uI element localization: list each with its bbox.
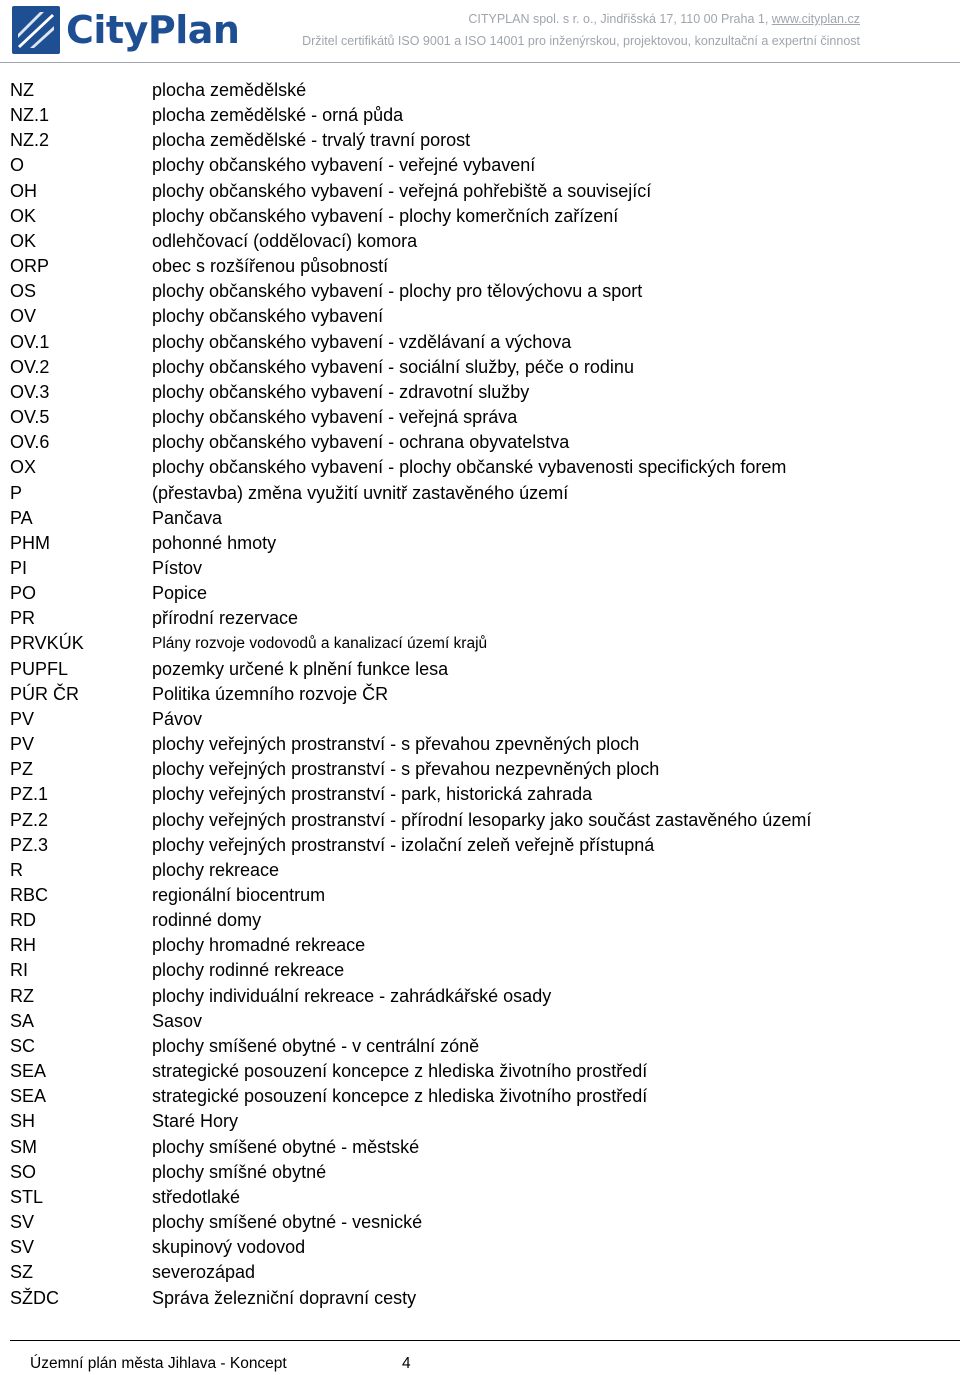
abbreviation: PRVKÚK [10, 633, 84, 654]
list-item [0, 153, 960, 178]
abbreviation: PV [10, 708, 35, 729]
list-item [0, 229, 960, 254]
list-item [0, 782, 960, 807]
list-item [0, 1210, 960, 1235]
list-item [0, 304, 960, 329]
cityplan-logo [12, 4, 239, 56]
definition: Politika územního rozvoje ČR [152, 683, 389, 704]
definition: regionální biocentrum [152, 885, 326, 905]
abbreviation: PÚR ČR [10, 683, 80, 704]
abbreviation: SO [10, 1161, 37, 1182]
list-item [0, 858, 960, 883]
list-item [0, 330, 960, 355]
definition: Staré Hory [152, 1111, 239, 1132]
abbreviation: R [10, 859, 23, 880]
list-item [0, 958, 960, 983]
abbreviation: RZ [10, 985, 34, 1006]
definition: pohonné hmoty [152, 532, 277, 553]
abbreviation: OK [10, 205, 37, 226]
list-item [0, 1185, 960, 1210]
abbreviation: PA [10, 507, 33, 528]
list-item [0, 355, 960, 380]
abbreviation: SEA [10, 1061, 47, 1082]
footer-title: Územní plán města Jihlava - Koncept [30, 1355, 287, 1372]
list-item [0, 1260, 960, 1285]
abbreviation: RH [10, 935, 36, 956]
list-item [0, 179, 960, 204]
abbreviation: OV.3 [10, 381, 50, 402]
abbreviation: OV.2 [10, 356, 50, 377]
list-item [0, 78, 960, 103]
abbreviation: PZ.1 [10, 784, 49, 805]
definition: plochy hromadné rekreace [152, 935, 366, 956]
list-item [0, 279, 960, 304]
abbreviation: SC [10, 1035, 36, 1056]
list-item [0, 1160, 960, 1185]
company-info [468, 12, 860, 26]
definition: Pančava [152, 507, 223, 528]
list-item [0, 1059, 960, 1084]
header-divider [0, 62, 960, 63]
page-header [0, 0, 960, 64]
definition: plochy občanského vybavení [152, 306, 384, 327]
list-item [0, 883, 960, 908]
list-item [0, 631, 960, 656]
definition: plochy veřejných prostranství - izolační zeleň veřejně přístupná [152, 834, 655, 855]
list-item [0, 1135, 960, 1160]
company-address: CITYPLAN spol. s r. o., Jindřišská 17, 110 00 Praha 1, [468, 12, 772, 26]
definition: středotlaké [152, 1186, 241, 1207]
definition: plochy občanského vybavení - vzdělávaní a výchova [152, 331, 572, 352]
definition: plochy smíšené obytné - v centrální zóně [152, 1035, 480, 1056]
definition: odlehčovací (oddělovací) komora [152, 230, 418, 251]
definition: plochy veřejných prostranství - s převahou nezpevněných ploch [152, 759, 660, 780]
abbreviation: OV.5 [10, 407, 50, 428]
definition: plochy rodinné rekreace [152, 960, 345, 981]
list-item [0, 757, 960, 782]
list-item [0, 707, 960, 732]
definition: Pávov [152, 708, 203, 729]
list-item [0, 204, 960, 229]
abbreviation: OK [10, 230, 37, 251]
abbreviation: SEA [10, 1086, 47, 1107]
definition: plochy veřejných prostranství - přírodní lesoparky jako součást zastavěného území [152, 809, 812, 830]
abbreviation: NZ.1 [10, 105, 50, 126]
list-item [0, 682, 960, 707]
list-item [0, 657, 960, 682]
definition: strategické posouzení koncepce z hlediska životního prostředí [152, 1086, 648, 1107]
logo-text: CityPlan [66, 8, 240, 52]
list-item [0, 833, 960, 858]
list-item [0, 481, 960, 506]
abbreviation: O [10, 155, 25, 176]
list-item [0, 254, 960, 279]
abbreviation: OV.6 [10, 432, 50, 453]
list-item [0, 103, 960, 128]
definition: plochy veřejných prostranství - s převahou zpevněných ploch [152, 734, 640, 755]
definition: pozemky určené k plnění funkce lesa [152, 658, 449, 679]
footer-divider [10, 1340, 960, 1341]
abbreviation: PZ.2 [10, 809, 49, 830]
abbreviation: SV [10, 1212, 35, 1233]
definition: plochy rekreace [152, 859, 280, 880]
abbreviation: PZ [10, 759, 34, 780]
definition: plochy občanského vybavení - veřejná správa [152, 407, 518, 428]
certification-line: Držitel certifikátů ISO 9001 a ISO 14001 pro inženýrskou, projektovou, konzultační a expertní činnost [302, 34, 860, 48]
abbreviation: SV [10, 1237, 35, 1258]
list-item [0, 581, 960, 606]
definition: plochy občanského vybavení - veřejné vybavení [152, 155, 536, 176]
definition: skupinový vodovod [152, 1237, 306, 1258]
definition: obec s rozšířenou působností [152, 256, 389, 277]
definition: plochy občanského vybavení - plochy pro tělovýchovu a sport [152, 281, 643, 302]
definition: plochy smíšené obytné - vesnické [152, 1212, 423, 1233]
abbreviation: SA [10, 1010, 35, 1031]
abbreviation: OS [10, 281, 37, 302]
definition: Pístov [152, 557, 203, 578]
list-item [0, 984, 960, 1009]
abbreviation-list [0, 78, 960, 1311]
list-item [0, 128, 960, 153]
list-item [0, 556, 960, 581]
abbreviation: P [10, 482, 23, 503]
abbreviation: SM [10, 1136, 37, 1157]
list-item [0, 606, 960, 631]
logo-mark-icon [12, 6, 60, 54]
abbreviation: PV [10, 734, 35, 755]
abbreviation: OV [10, 306, 37, 327]
definition: plochy smíšné obytné [152, 1161, 327, 1182]
definition: plocha zemědělské - orná půda [152, 105, 404, 126]
definition: Popice [152, 583, 208, 604]
abbreviation: PO [10, 583, 37, 604]
definition: plocha zemědělské [152, 80, 307, 100]
list-item [0, 1235, 960, 1260]
list-item [0, 506, 960, 531]
definition: Sasov [152, 1010, 203, 1031]
list-item [0, 1286, 960, 1311]
abbreviation: RD [10, 910, 36, 931]
list-item [0, 380, 960, 405]
definition: plochy smíšené obytné - městské [152, 1136, 420, 1157]
abbreviation: RBC [10, 885, 49, 905]
list-item [0, 1084, 960, 1109]
list-item [0, 908, 960, 933]
abbreviation: OV.1 [10, 331, 50, 352]
list-item [0, 405, 960, 430]
definition: rodinné domy [152, 910, 262, 931]
abbreviation: PI [10, 557, 28, 578]
definition: strategické posouzení koncepce z hlediska životního prostředí [152, 1061, 648, 1082]
definition: plochy veřejných prostranství - park, historická zahrada [152, 784, 593, 805]
abbreviation: PZ.3 [10, 834, 49, 855]
list-item [0, 531, 960, 556]
abbreviation: OX [10, 457, 37, 478]
definition: severozápad [152, 1262, 256, 1283]
abbreviation: NZ [10, 80, 34, 100]
list-item [0, 1109, 960, 1134]
definition: Plány rozvoje vodovodů a kanalizací území krajů [152, 635, 488, 653]
definition: přírodní rezervace [152, 608, 299, 629]
abbreviation: PHM [10, 532, 50, 553]
definition: (přestavba) změna využití uvnitř zastavěného území [152, 482, 569, 503]
abbreviation: PUPFL [10, 658, 69, 679]
definition: plochy občanského vybavení - sociální služby, péče o rodinu [152, 356, 634, 377]
abbreviation: RI [10, 960, 28, 981]
definition: plochy občanského vybavení - ochrana obyvatelstva [152, 432, 570, 453]
abbreviation: SZ [10, 1262, 34, 1283]
abbreviation: PR [10, 608, 36, 629]
definition: plochy individuální rekreace - zahrádkářské osady [152, 985, 552, 1006]
company-website-link[interactable]: www.cityplan.cz [771, 12, 860, 26]
abbreviation: ORP [10, 256, 50, 277]
definition: plochy občanského vybavení - zdravotní služby [152, 381, 530, 402]
list-item [0, 732, 960, 757]
abbreviation: SŽDC [10, 1287, 59, 1308]
definition: plocha zemědělské - trvalý travní porost [152, 130, 471, 151]
list-item [0, 1034, 960, 1059]
abbreviation: OH [10, 180, 37, 201]
abbreviation: NZ.2 [10, 130, 50, 151]
list-item [0, 808, 960, 833]
definition: Správa železniční dopravní cesty [152, 1287, 417, 1308]
list-item [0, 933, 960, 958]
definition: plochy občanského vybavení - plochy občanské vybavenosti specifických forem [152, 457, 787, 478]
page-number: 4 [402, 1355, 411, 1372]
list-item [0, 1009, 960, 1034]
list-item [0, 455, 960, 480]
list-item [0, 430, 960, 455]
abbreviation: STL [10, 1186, 44, 1207]
definition: plochy občanského vybavení - plochy komerčních zařízení [152, 205, 619, 226]
definition: plochy občanského vybavení - veřejná pohřebiště a související [152, 180, 652, 201]
abbreviation: SH [10, 1111, 36, 1132]
